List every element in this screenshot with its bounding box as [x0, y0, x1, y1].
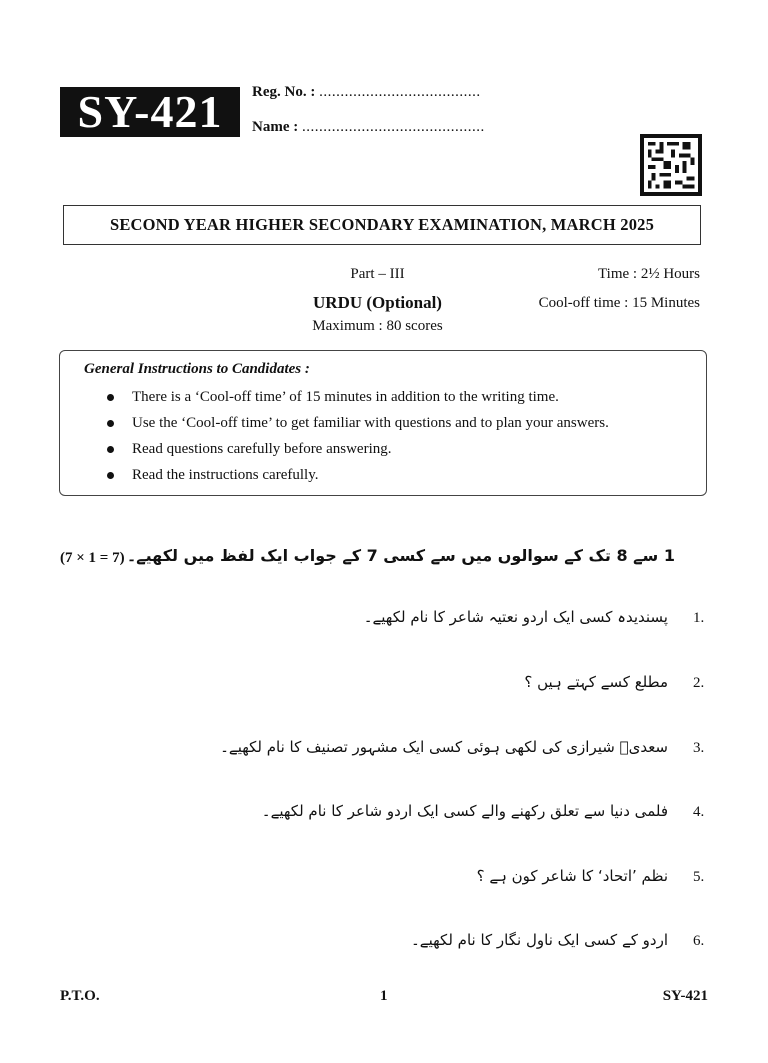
- instructions-list: [104, 387, 609, 491]
- footer-pto: P.T.O.: [60, 988, 100, 1004]
- footer-paper-code: SY-421: [662, 988, 708, 1004]
- instruction-item: [104, 439, 609, 465]
- reg-no-blank: ......................................: [319, 84, 481, 100]
- question-text: پسندیدہ کسی ایک اردو نعتیہ شاعر کا نام لکھیے۔: [363, 608, 668, 626]
- instruction-item: [104, 387, 609, 413]
- instruction-item: [104, 413, 609, 439]
- name-field: [252, 119, 485, 136]
- instruction-text: Read questions carefully before answering.: [132, 441, 392, 457]
- question-text: فلمی دنیا سے تعلق رکھنے والے کسی ایک اردو شاعر کا نام لکھیے۔: [261, 802, 668, 820]
- question-number: 4.: [693, 804, 705, 820]
- instruction-text: There is a ‘Cool-off time’ of 15 minutes in addition to the writing time.: [132, 389, 559, 405]
- instructions-title: General Instructions to Candidates :: [84, 361, 310, 377]
- question-number: 3.: [693, 740, 705, 756]
- bullet-icon: [107, 446, 114, 453]
- reg-no-field: [252, 84, 481, 101]
- subject-title: URDU (Optional): [313, 293, 442, 312]
- qr-code-icon: [640, 134, 702, 196]
- bullet-icon: [107, 394, 114, 401]
- section-marks: (7 × 1 = 7): [60, 550, 125, 566]
- bullet-icon: [107, 420, 114, 427]
- name-label: Name :: [252, 119, 299, 135]
- question-text: سعدیؔ شیرازی کی لکھی ہوئی کسی ایک مشہور تصنیف کا نام لکھیے۔: [220, 738, 668, 756]
- instruction-text: Read the instructions carefully.: [132, 467, 319, 483]
- time-allowed: Time : 2½ Hours: [598, 266, 700, 282]
- question-text: مطلع کسے کہتے ہیں ؟: [524, 673, 668, 691]
- paper-code-badge: SY-421: [60, 87, 240, 137]
- question-text: اردو کے کسی ایک ناول نگار کا نام لکھیے۔: [411, 931, 668, 949]
- exam-title: SECOND YEAR HIGHER SECONDARY EXAMINATION, MARCH 2025: [63, 205, 701, 245]
- reg-no-label: Reg. No. :: [252, 84, 316, 100]
- part-label: Part – III: [350, 266, 405, 282]
- max-scores: Maximum : 80 scores: [312, 318, 443, 334]
- bullet-icon: [107, 472, 114, 479]
- section-heading: 1 سے 8 تک کے سوالوں میں سے کسی 7 کے جواب ایک لفظ میں لکھیے۔: [126, 546, 675, 565]
- instruction-item: [104, 465, 609, 491]
- page-number: 1: [380, 988, 388, 1004]
- question-number: 5.: [693, 869, 705, 885]
- question-number: 1.: [693, 610, 705, 626]
- name-blank: ...........................................: [301, 119, 485, 135]
- cool-off-time: Cool-off time : 15 Minutes: [538, 295, 700, 311]
- question-number: 6.: [693, 933, 705, 949]
- question-number: 2.: [693, 675, 705, 691]
- question-text: نظم ’اتحاد‘ کا شاعر کون ہے ؟: [476, 867, 668, 885]
- instruction-text: Use the ‘Cool-off time’ to get familiar with questions and to plan your answers.: [132, 415, 609, 431]
- instructions-box: [59, 350, 707, 496]
